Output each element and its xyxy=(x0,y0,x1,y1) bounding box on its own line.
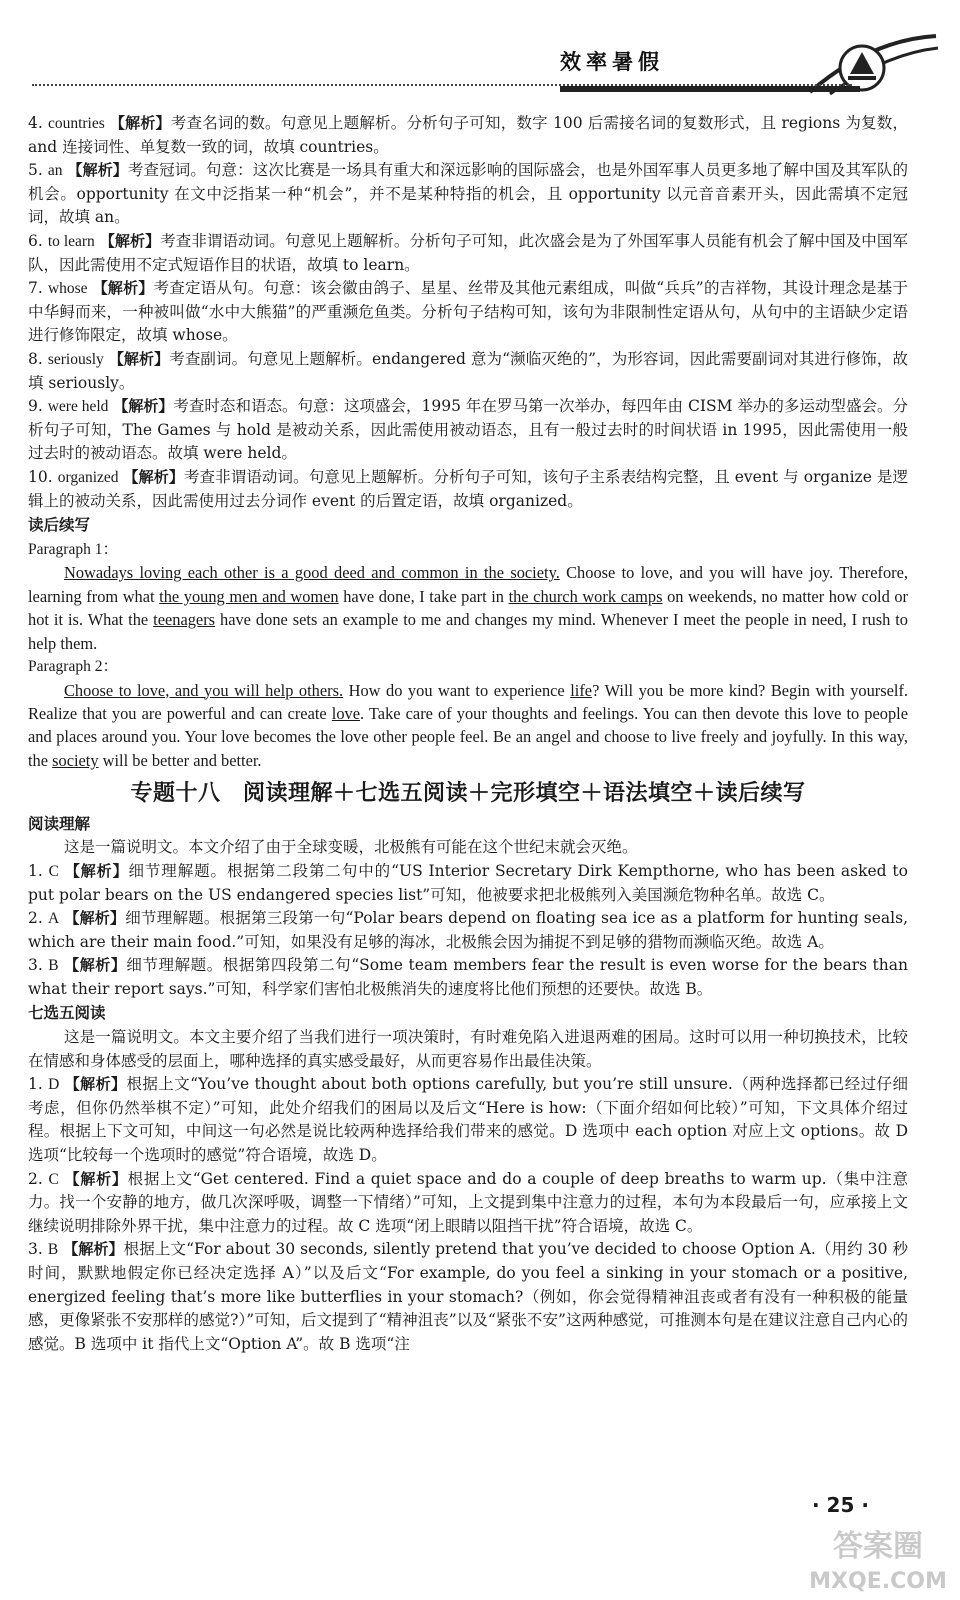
page-number: · 25 · xyxy=(812,1493,869,1517)
answer-item: 8. seriously 【解析】考查副词。句意见上题解析。endangered 意为“濒临灭绝的”，为形容词，因此需要副词对其进行修饰，故填 seriously。 xyxy=(28,349,908,392)
answer-item: 3. B 【解析】根据上文“For about 30 seconds, silently pretend that you’ve decided to choose Option A.（用约 30 秒时间，默默地假定你已经决定选择 A）”以及后文“For example, do you feel a sinking in your stomach or a positive, energized feeling that’s more like butterflies in your stomach?（例如，你会觉得精神沮丧或者有没有一种积极的能量感，更像紧张不安那样的感觉?）”可知，后文提到了“精神沮丧”以及“紧张不安”这两种感觉，可推测本句是在建议注意自己内心的感觉。B 选项中 it 指代上文“Option A”。故 B 选项“注 xyxy=(28,1240,908,1353)
continuation-heading: 读后续写 xyxy=(28,516,91,535)
answer-item: 2. A 【解析】细节理解题。根据第三段第一句“Polar bears depend on floating sea ice as a platform for hunting seals, which are their main food.”可知，如果没有足够的海冰，北极熊会因为捕捉不到足够的猎物而濒临灭绝。故选 A。 xyxy=(28,909,908,951)
answer-item: 7. whose 【解析】考查定语从句。句意：该会徽由鸽子、星星、丝带及其他元素组成，叫做“兵兵”的吉祥物，其设计理念是基于中华鲟而来，一种被叫做“水中大熊猫”的严重濒危鱼类。分析句子结构可知，该句为非限制性定语从句，从句中的主语缺少定语进行修饰限定，故填 whose。 xyxy=(28,279,908,345)
paragraph-1-text: Nowadays loving each other is a good deed and common in the society. Choose to love, and you will have joy. Therefore, learning from what the young men and women have done, I take part in the church work camps on weekends, no matter how cold or hot it is. What the teenagers have done sets an example to me and changes my mind. Whenever I meet the people in need, I rush to help them. xyxy=(28,563,909,653)
answer-item: 6. to learn 【解析】考查非谓语动词。句意见上题解析。分析句子可知，此次盛会是为了外国军事人员能有机会了解中国及中国军队，因此需使用不定式短语作目的状语，故填 to learn。 xyxy=(28,231,908,274)
answer-item: 3. B 【解析】细节理解题。根据第四段第二句“Some team members fear the result is even worse for the bears than what their report says.”可知，科学家们害怕北极熊消失的速度将比他们预想的还要快。故选 B。 xyxy=(28,956,908,998)
grammar-answers xyxy=(28,112,908,513)
answer-item: 9. were held 【解析】考查时态和语态。句意：这项盛会，1995 年在罗马第一次举办，每四年由 CISM 举办的多运动型盛会。分析句子可知，The Games 与 hold 是被动关系，因此需使用被动语态，且有一般过去时的时间状语 in 1995，因此需使用一般过去时的被动语态。故填 were held。 xyxy=(28,397,908,463)
page-header xyxy=(0,0,960,110)
reading-intro: 这是一篇说明文。本文介绍了由于全球变暖，北极熊有可能在这个世纪末就会灭绝。 xyxy=(64,838,638,857)
topic-title: 专题十八 阅读理解＋七选五阅读＋完形填空＋语法填空＋读后续写 xyxy=(130,781,806,807)
watermark-domain: MXQE.COM xyxy=(809,1569,947,1594)
watermark-logo-icon xyxy=(808,1518,948,1596)
page-content xyxy=(28,112,908,1356)
answer-item: 1. C 【解析】细节理解题。根据第二段第二句中的“US Interior Secretary Dirk Kempthorne, who has been asked to put polar bears on the US endangered species list”可知，他被要求把北极熊列入美国濒危物种名单。故选 C。 xyxy=(28,861,908,904)
answer-item: 5. an 【解析】考查冠词。句意：这次比赛是一场具有重大和深远影响的国际盛会，也是外国军事人员更多地了解中国及其军队的机会。opportunity 在文中泛指某一种“机会”，并不是某种特指的机会，且 opportunity 以元音音素开头，因此需填不定冠词，故填 an。 xyxy=(28,161,908,227)
paragraph-2-label: Paragraph 2： xyxy=(28,657,118,675)
seven-choose-five-intro: 这是一篇说明文。本文主要介绍了当我们进行一项决策时，有时难免陷入进退两难的困局。这时可以用一种切换技术，比较在情感和身体感受的层面上，哪种选择的真实感受最好，从而更容易作出最佳决策。 xyxy=(28,1028,908,1070)
reading-heading: 阅读理解 xyxy=(28,814,91,833)
answer-item: 2. C 【解析】根据上文“Get centered. Find a quiet space and do a couple of deep breaths to warm up.（集中注意力。找一个安静的地方，做几次深呼吸，调整一下情绪）”可知，上文提到集中注意力的过程，本句为本段最后一句，应承接上文继续说明排除外界干扰，集中注意力的过程。故 C 选项“闭上眼睛以阻挡干扰”符合语境，故选 C。 xyxy=(28,1169,908,1235)
header-thick-divider xyxy=(560,86,860,92)
answer-item: 1. D 【解析】根据上文“You’ve thought about both options carefully, but you’re still unsure.（两种选择都已经过仔细考虑，但你仍然举棋不定）”可知，此处介绍我们的困局以及后文“Here is how:（下面介绍如何比较）”可知，下文具体介绍过程。根据上下文可知，中间这一句必然是说比较两种选择给我们带来的感觉。D 选项中 each option 对应上文 options。故 D 选项“比较每一个选项时的感觉”符合语境，故选 D。 xyxy=(28,1075,908,1165)
watermark-text: 答案圈 xyxy=(833,1529,923,1564)
paragraph-1-label: Paragraph 1： xyxy=(28,540,118,558)
answer-item: 4. countries 【解析】考查名词的数。句意见上题解析。分析句子可知，数字 100 后需接名词的复数形式，且 regions 为复数，and 连接词性、单复数一致的词，故填 countries。 xyxy=(28,114,908,156)
paragraph-2-text: Choose to love, and you will help others. How do you want to experience life? Will you be more kind? Begin with yourself. Realize that you are powerful and can create love. Take care of your thoughts and feelings. You can then devote this love to people and places around you. Your love becomes the love other people feel. Be an angel and choose to live freely and joyfully. In this way, the society will be better and better. xyxy=(28,680,908,770)
seven-choose-five-heading: 七选五阅读 xyxy=(28,1004,106,1023)
answer-item: 10. organized 【解析】考查非谓语动词。句意见上题解析。分析句子可知，该句子主系表结构完整，且 event 与 organize 是逻辑上的被动关系，因此需使用过去分词作 event 的后置定语，故填 organized。 xyxy=(28,467,908,510)
header-title: 效率暑假 xyxy=(560,50,664,74)
